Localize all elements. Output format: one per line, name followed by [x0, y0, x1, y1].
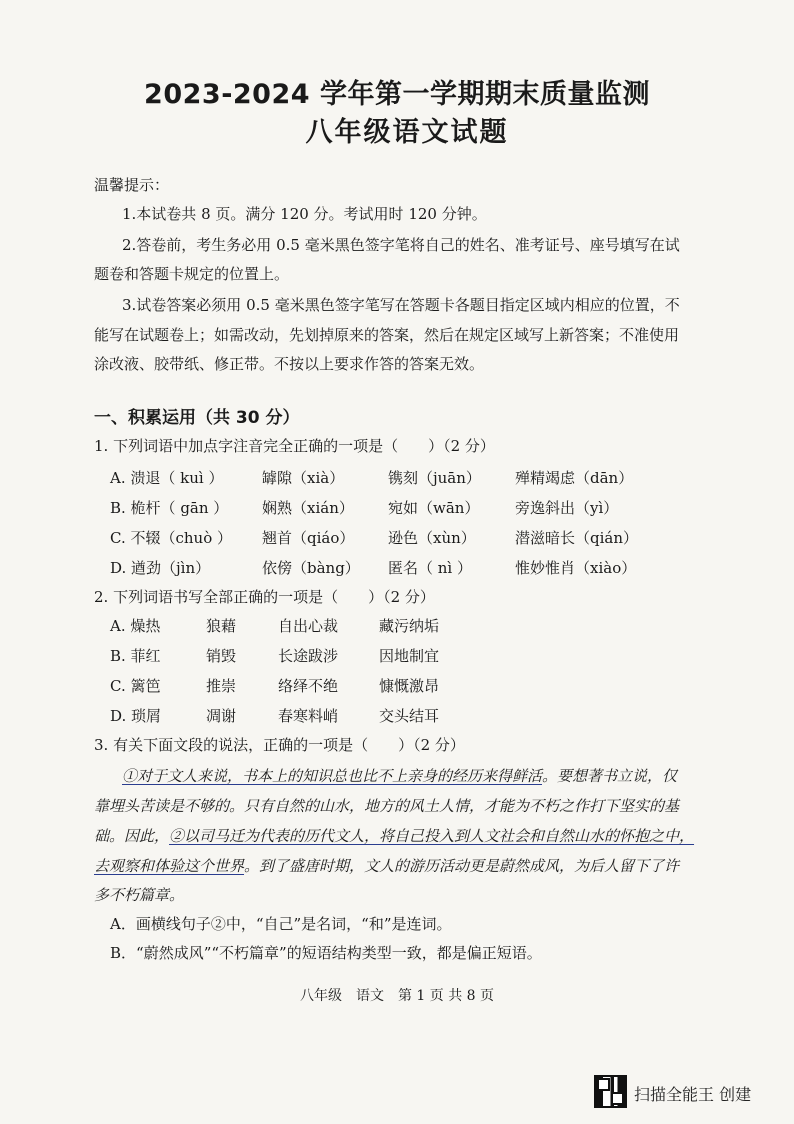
q3-passage-text: 础。因此，: [94, 827, 170, 845]
q3-passage-line-4: [94, 857, 679, 875]
q1-c-4: 潜滋暗长（qián）: [515, 529, 639, 547]
q1-b-3: 宛如（wān）: [388, 499, 480, 517]
q1-d-2: 依傍（bàng）: [262, 559, 360, 577]
q3-underlined-sentence-2-cont: 去观察和体验这个世界: [94, 857, 245, 875]
q3-underlined-sentence-1: ①对于文人来说，书本上的知识总也比不上亲身的经历来得鲜活: [122, 767, 543, 785]
q3-stem: 3. 有关下面文段的说法，正确的一项是（ ）（2 分）: [94, 736, 465, 754]
q1-a-4: 殚精竭虑（dān）: [515, 469, 634, 487]
q2-stem: 2. 下列词语书写全部正确的一项是（ ）（2 分）: [94, 588, 435, 606]
qr-code-icon: [594, 1075, 627, 1108]
q1-d-4: 惟妙惟肖（xiào）: [515, 559, 637, 577]
q1-c-3: 逊色（xùn）: [388, 529, 476, 547]
q2-b-3: 长途跋涉: [278, 647, 339, 665]
q2-d-3: 春寒料峭: [278, 707, 339, 725]
q3-option-a: A．画横线句子②中，“自己”是名词，“和”是连词。: [110, 915, 452, 933]
q1-d-3: 匿名（ nì ）: [388, 559, 472, 577]
page-footer: 八年级 语文 第 1 页 共 8 页: [299, 988, 495, 1004]
note-3-line-1: 3.试卷答案必须用 0.5 毫米黑色签字笔写在答题卡各题目指定区域内相应的位置，不: [122, 296, 680, 314]
q1-a-1: A. 溃退（ kuì ）: [110, 469, 224, 487]
note-1: 1.本试卷共 8 页。满分 120 分。考试用时 120 分钟。: [122, 205, 487, 223]
q2-b-4: 因地制宜: [379, 647, 440, 665]
q2-d-4: 交头结耳: [379, 707, 440, 725]
q3-passage-line-2: 靠埋头苦读是不够的。只有自然的山水，地方的风土人情，才能为不朽之作打下坚实的基: [94, 797, 680, 815]
q3-passage-text: 。到了盛唐时期，文人的游历活动更是蔚然成风，为后人留下了许: [244, 857, 680, 875]
note-2-line-2: 题卷和答题卡规定的位置上。: [94, 265, 290, 283]
q3-passage-text: 。要想著书立说，仅: [542, 767, 678, 785]
q1-a-3: 镌刻（juān）: [388, 469, 481, 487]
q1-d-1: D. 遒劲（jìn）: [110, 559, 211, 577]
q2-b-2: 销毁: [206, 647, 237, 665]
q2-d-1: D. 琐屑: [110, 707, 162, 725]
q3-option-b: B．“蔚然成风”“不朽篇章”的短语结构类型一致，都是偏正短语。: [110, 944, 542, 962]
q2-a-1: A. 燥热: [110, 617, 161, 635]
notes-heading: 温馨提示：: [94, 176, 170, 194]
q2-c-1: C. 篱笆: [110, 677, 161, 695]
q3-passage-line-1: [122, 767, 677, 785]
q3-passage-line-3: [94, 827, 694, 845]
q2-b-1: B. 菲红: [110, 647, 161, 665]
q2-d-2: 凋谢: [206, 707, 237, 725]
q1-b-2: 娴熟（xián）: [262, 499, 354, 517]
q1-c-2: 翘首（qiáo）: [262, 529, 355, 547]
q1-c-1: C. 不辍（chuò ）: [110, 529, 232, 547]
q3-passage-line-5: 多不朽篇章。: [94, 886, 185, 904]
exam-subtitle: 八年级语文试题: [305, 117, 509, 148]
q1-a-2: 罅隙（xià）: [262, 469, 345, 487]
q1-b-1: B. 桅杆（ gān ）: [110, 499, 229, 517]
q2-c-4: 慷慨激昂: [379, 677, 440, 695]
note-3-line-3: 涂改液、胶带纸、修正带。不按以上要求作答的答案无效。: [94, 355, 485, 373]
q2-a-2: 狼藉: [206, 617, 237, 635]
q1-b-4: 旁逸斜出（yì）: [515, 499, 619, 517]
q1-stem: 1. 下列词语中加点字注音完全正确的一项是（ ）（2 分）: [94, 437, 495, 455]
scanner-watermark: 扫描全能王 创建: [634, 1085, 752, 1104]
note-3-line-2: 能写在试题卷上；如需改动，先划掉原来的答案，然后在规定区域写上新答案；不准使用: [94, 326, 680, 344]
q3-underlined-sentence-2: ②以司马迁为代表的历代文人，将自己投入到人文社会和自然山水的怀抱之中，: [169, 827, 695, 845]
exam-title: 2023-2024 学年第一学期期末质量监测: [144, 79, 650, 110]
q2-c-2: 推崇: [206, 677, 237, 695]
section-1-title: 一、积累运用（共 30 分）: [94, 408, 300, 428]
q2-a-4: 藏污纳垢: [379, 617, 440, 635]
q2-c-3: 络绎不绝: [278, 677, 339, 695]
q2-a-3: 自出心裁: [278, 617, 339, 635]
note-2-line-1: 2.答卷前，考生务必用 0.5 毫米黑色签字笔将自己的姓名、准考证号、座号填写在试: [122, 236, 680, 254]
